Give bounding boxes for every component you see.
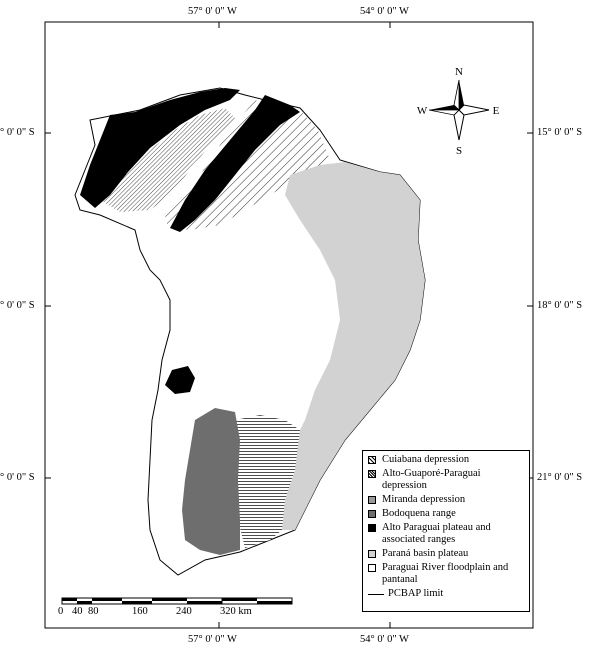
- legend-swatch-pcbap-limit: [368, 594, 384, 595]
- legend-label: Miranda depression: [382, 494, 466, 505]
- map-legend: [362, 450, 530, 612]
- bottom-longitude-label-54w: 54° 0' 0" W: [360, 634, 409, 645]
- left-latitude-label-21s: ° 0' 0" S: [0, 472, 35, 483]
- scale-tick-0: 0: [58, 606, 64, 617]
- right-latitude-label-18s: 18° 0' 0" S: [537, 300, 583, 311]
- top-longitude-label-57w: 57° 0' 0" W: [188, 6, 237, 17]
- compass-north-label: N: [455, 66, 463, 78]
- scale-bar: [62, 598, 292, 604]
- left-latitude-label-18s: ° 0' 0" S: [0, 300, 35, 311]
- legend-swatch-miranda: [368, 496, 376, 504]
- top-longitude-label-54w: 54° 0' 0" W: [360, 6, 409, 17]
- legend-item: [368, 522, 525, 546]
- right-latitude-label-15s: 15° 0' 0" S: [537, 127, 583, 138]
- compass-south-label: S: [455, 145, 463, 157]
- legend-swatch-alto-paraguai: [368, 524, 376, 532]
- legend-item: [368, 588, 525, 600]
- legend-label: Bodoquena range: [382, 508, 456, 519]
- right-latitude-label-21s: 21° 0' 0" S: [537, 472, 583, 483]
- bottom-longitude-label-57w: 57° 0' 0" W: [188, 634, 237, 645]
- legend-label: Alto-Guaporé-Paraguai depression: [382, 468, 481, 491]
- legend-item: [368, 508, 525, 520]
- legend-item: [368, 562, 525, 586]
- legend-label: Paraná basin plateau: [382, 548, 469, 559]
- legend-item: [368, 468, 525, 492]
- scale-tick-80: 80: [88, 606, 99, 617]
- legend-item: [368, 454, 525, 466]
- scale-bar-labels: [58, 606, 318, 620]
- legend-item: [368, 494, 525, 506]
- left-latitude-label-15s: ° 0' 0" S: [0, 127, 35, 138]
- legend-label: Cuiabana depression: [382, 454, 470, 465]
- legend-label: Paraguai River floodplain and pantanal: [382, 562, 509, 585]
- legend-swatch-alto-guapore: [368, 470, 376, 478]
- compass-east-label: E: [492, 105, 500, 117]
- legend-label: Alto Paraguai plateau and associated ranges: [382, 522, 491, 545]
- legend-swatch-cuiabana: [368, 456, 376, 464]
- legend-item: [368, 548, 525, 560]
- legend-swatch-floodplain: [368, 564, 376, 572]
- compass-rose: [417, 66, 500, 157]
- legend-swatch-bodoquena: [368, 510, 376, 518]
- scale-tick-40: 40: [72, 606, 83, 617]
- scale-tick-240: 240: [176, 606, 192, 617]
- compass-west-label: W: [416, 105, 428, 117]
- scale-tick-320: 320 km: [220, 606, 252, 617]
- legend-swatch-parana: [368, 550, 376, 558]
- legend-label: PCBAP limit: [388, 588, 444, 599]
- scale-tick-160: 160: [132, 606, 148, 617]
